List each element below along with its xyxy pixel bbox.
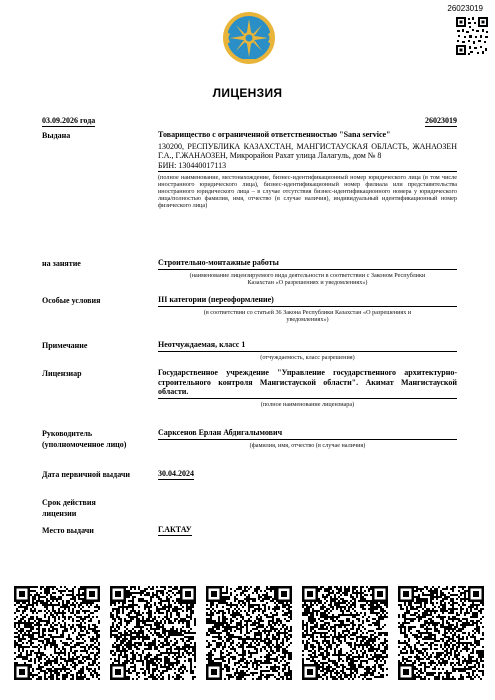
first-issue-label: Дата первичной выдачи — [42, 470, 131, 479]
validity-label: Срок действия лицензии — [42, 498, 96, 518]
qr-code-icon — [110, 586, 196, 680]
qr-code-icon — [455, 16, 489, 56]
state-emblem-icon — [221, 10, 277, 66]
conditions-value: III категории (переоформление) — [158, 295, 457, 307]
license-number: 26023019 — [425, 116, 457, 125]
licensor-value: Государственное учреждение "Управление государственного архитектурно-строительного контроля Мангистауской области". Акимат Мангистауской области. — [158, 368, 457, 399]
issued-to-address: 130200, РЕСПУБЛИКА КАЗАХСТАН, МАНГИСТАУСКАЯ ОБЛАСТЬ, ЖАНАОЗЕН Г.А., Г.ЖАНАОЗЕН, Микрорайон Рахат улица Лалагуль, дом № 8 — [158, 141, 457, 160]
place-label: Место выдачи — [42, 526, 94, 535]
conditions-label: Особые условия — [42, 296, 101, 305]
issue-date: 03.09.2026 года — [42, 116, 96, 125]
conditions-hint: (в соответствии со статьей 36 Закона Республики Казахстан «О разрешениях и уведомлениях») — [203, 308, 412, 323]
note-value: Неотчуждаемая, класс 1 — [158, 340, 457, 352]
qr-code-row — [14, 586, 484, 680]
qr-code-icon — [398, 586, 484, 680]
first-issue-value: 30.04.2024 — [158, 469, 194, 478]
head-hint: (фамилия, имя, отчество (в случае наличия) — [249, 441, 366, 449]
head-value: Сарксенов Ерлан Абдигалымович — [158, 428, 457, 440]
licensor-label: Лицензиар — [42, 369, 82, 378]
issued-to-bin: БИН: 130440017113 — [158, 161, 457, 173]
licensor-hint: (полное наименование лицензиара) — [260, 400, 355, 408]
activity-label: на занятие — [42, 259, 81, 268]
qr-code-icon — [302, 586, 388, 680]
qr-code-icon — [206, 586, 292, 680]
place-value: Г.АКТАУ — [158, 525, 192, 534]
issued-to-hint: (полное наименование, местонахождение, бизнес-идентификационный номер юридического лица (в том числе иностранного юридического лица), бизнес-идентификационный номер филиала или представительства иностранного юридического лица – в случае отсутствия бизнес-идентификационного номера у юридического лица/полностью фамилия, имя, отчество (в случае наличия), индивидуальный идентификационный номер физического лица) — [158, 174, 457, 209]
activity-value: Строительно-монтажные работы — [158, 258, 457, 270]
head-label: Руководитель (уполномоченное лицо) — [42, 429, 127, 449]
activity-hint: (наименование лицензируемого вида деятельности в соответствии с Законом Республики Казахстан «О разрешениях и уведомлениях») — [189, 271, 426, 286]
qr-code-icon — [14, 586, 100, 680]
issued-to-label: Выдана — [42, 131, 71, 140]
note-hint: (отчуждаемость, класс разрешения) — [260, 353, 355, 361]
issued-to-name: Товарищество с ограниченной ответственностью "Sana service" — [158, 130, 391, 139]
note-label: Примечание — [42, 341, 88, 350]
document-title: ЛИЦЕНЗИЯ — [212, 86, 283, 100]
header-doc-number: 26023019 — [447, 4, 483, 13]
